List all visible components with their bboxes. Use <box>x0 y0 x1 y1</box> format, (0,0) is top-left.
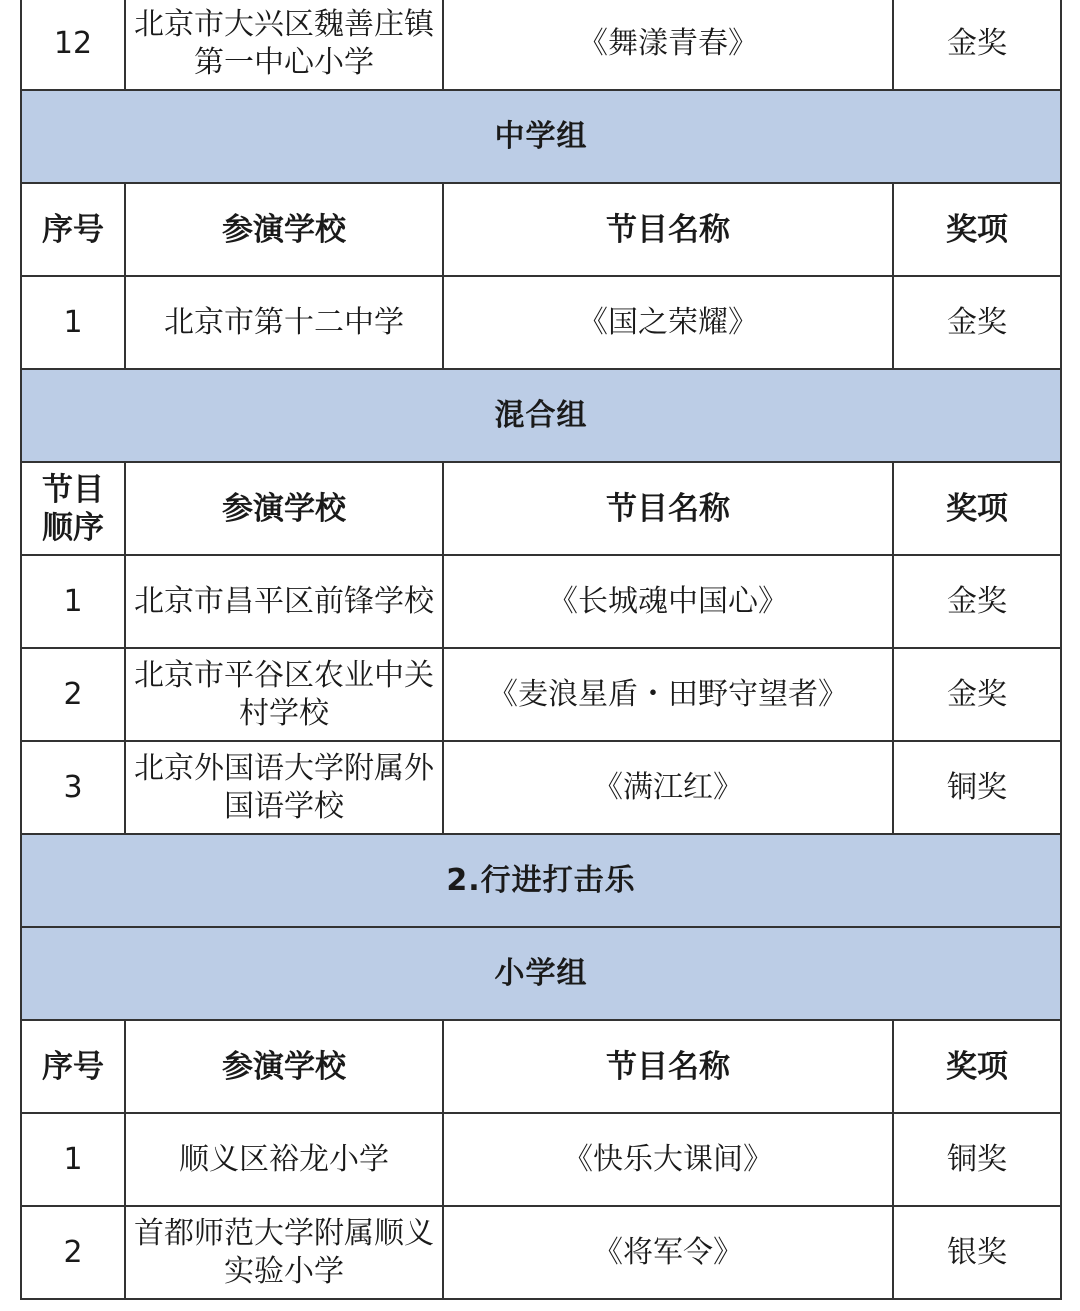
school-cell: 北京市第十二中学 <box>125 276 443 369</box>
column-header-program: 节目名称 <box>443 1020 893 1113</box>
school-cell: 顺义区裕龙小学 <box>125 1113 443 1206</box>
award-cell: 银奖 <box>893 1206 1061 1299</box>
column-header-order: 节目顺序 <box>21 462 125 555</box>
award-cell: 金奖 <box>893 648 1061 741</box>
award-cell: 金奖 <box>893 555 1061 648</box>
table-row <box>21 1113 1061 1206</box>
school-cell: 北京外国语大学附属外国语学校 <box>125 741 443 834</box>
column-header-award: 奖项 <box>893 1020 1061 1113</box>
column-header-award: 奖项 <box>893 183 1061 276</box>
column-header-school: 参演学校 <box>125 462 443 555</box>
category-title: 2.行进打击乐 <box>21 834 1061 927</box>
program-cell: 《满江红》 <box>443 741 893 834</box>
program-cell: 《快乐大课间》 <box>443 1113 893 1206</box>
program-cell: 《长城魂中国心》 <box>443 555 893 648</box>
table-row <box>21 741 1061 834</box>
header-row <box>21 183 1061 276</box>
award-cell: 金奖 <box>893 276 1061 369</box>
column-header-seq: 序号 <box>21 1020 125 1113</box>
award-cell: 铜奖 <box>893 741 1061 834</box>
program-cell: 《舞漾青春》 <box>443 0 893 90</box>
seq-cell: 1 <box>21 1113 125 1206</box>
award-cell: 铜奖 <box>893 1113 1061 1206</box>
table-row <box>21 648 1061 741</box>
header-row <box>21 462 1061 555</box>
program-cell: 《国之荣耀》 <box>443 276 893 369</box>
school-cell: 北京市大兴区魏善庄镇第一中心小学 <box>125 0 443 90</box>
section-title: 中学组 <box>21 90 1061 183</box>
seq-cell: 3 <box>21 741 125 834</box>
column-header-program: 节目名称 <box>443 183 893 276</box>
award-cell: 金奖 <box>893 0 1061 90</box>
section-title: 小学组 <box>21 927 1061 1020</box>
column-header-program: 节目名称 <box>443 462 893 555</box>
seq-cell: 2 <box>21 648 125 741</box>
program-cell: 《麦浪星盾・田野守望者》 <box>443 648 893 741</box>
seq-cell: 1 <box>21 276 125 369</box>
section-title: 混合组 <box>21 369 1061 462</box>
section-row-middle-school <box>21 90 1061 183</box>
column-header-school: 参演学校 <box>125 183 443 276</box>
awards-table <box>20 0 1062 1300</box>
column-header-seq: 序号 <box>21 183 125 276</box>
program-cell: 《将军令》 <box>443 1206 893 1299</box>
section-row-primary-school <box>21 927 1061 1020</box>
table-row <box>21 0 1061 90</box>
column-header-school: 参演学校 <box>125 1020 443 1113</box>
seq-cell: 12 <box>21 0 125 90</box>
column-header-award: 奖项 <box>893 462 1061 555</box>
school-cell: 首都师范大学附属顺义实验小学 <box>125 1206 443 1299</box>
table-row <box>21 1206 1061 1299</box>
table-row <box>21 555 1061 648</box>
school-cell: 北京市平谷区农业中关村学校 <box>125 648 443 741</box>
section-row-mixed <box>21 369 1061 462</box>
table-row <box>21 276 1061 369</box>
seq-cell: 2 <box>21 1206 125 1299</box>
school-cell: 北京市昌平区前锋学校 <box>125 555 443 648</box>
seq-cell: 1 <box>21 555 125 648</box>
section-row-category <box>21 834 1061 927</box>
header-row <box>21 1020 1061 1113</box>
